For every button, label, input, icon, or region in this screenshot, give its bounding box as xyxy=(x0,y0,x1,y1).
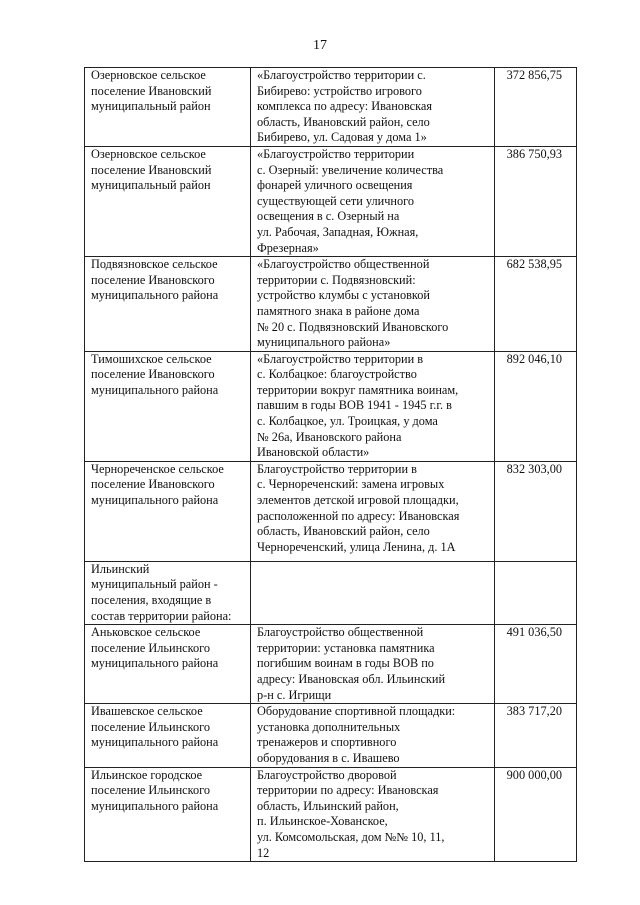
table-row xyxy=(85,767,577,862)
amount-cell xyxy=(495,561,577,624)
table-row xyxy=(85,351,577,461)
projects-table xyxy=(84,67,577,862)
table-row xyxy=(85,146,577,256)
org-cell: Ивашевское сельское поселение Ильинского муниципального района xyxy=(85,704,251,767)
section-heading-cell: Ильинский муниципальный район - поселения, входящие в состав территории района: xyxy=(85,561,251,624)
org-cell: Чернореченское сельское поселение Ивановского муниципального района xyxy=(85,461,251,561)
project-cell xyxy=(251,561,495,624)
amount-cell: 372 856,75 xyxy=(495,68,577,147)
project-cell: Благоустройство дворовой территории по адресу: Ивановская область, Ильинский район, п. Ильинское-Хованское, ул. Комсомольская, дом №№ 10, 11, 12 xyxy=(251,767,495,862)
page-number: 17 xyxy=(313,38,327,53)
table-row xyxy=(85,625,577,704)
project-cell: «Благоустройство территории в с. Колбацкое: благоустройство территории вокруг памятника воинам, павшим в годы ВОВ 1941 - 1945 г.г. в с. Колбацкое, ул. Троицкая, у дома № 26а, Ивановского района Ивановской области» xyxy=(251,351,495,461)
table-row xyxy=(85,561,577,624)
project-cell: «Благоустройство общественной территории с. Подвязновский: устройство клумбы с установкой памятного знака в районе дома № 20 с. Подвязновский Ивановского муниципального района» xyxy=(251,257,495,352)
table-row xyxy=(85,461,577,561)
amount-cell: 892 046,10 xyxy=(495,351,577,461)
org-cell: Озерновское сельское поселение Ивановский муниципальный район xyxy=(85,146,251,256)
org-cell: Ильинское городское поселение Ильинского муниципального района xyxy=(85,767,251,862)
project-cell: «Благоустройство территории с. Бибирево: устройство игрового комплекса по адресу: Ивановская область, Ивановский район, село Бибирево, ул. Садовая у дома 1» xyxy=(251,68,495,147)
amount-cell: 900 000,00 xyxy=(495,767,577,862)
amount-cell: 682 538,95 xyxy=(495,257,577,352)
amount-cell: 832 303,00 xyxy=(495,461,577,561)
org-cell: Озерновское сельское поселение Ивановский муниципальный район xyxy=(85,68,251,147)
amount-cell: 383 717,20 xyxy=(495,704,577,767)
table-row xyxy=(85,257,577,352)
project-cell: «Благоустройство территории с. Озерный: увеличение количества фонарей уличного освещения существующей сети уличного освещения в с. Озерный на ул. Рабочая, Западная, Южная, Фрезерная» xyxy=(251,146,495,256)
amount-cell: 491 036,50 xyxy=(495,625,577,704)
org-cell: Аньковское сельское поселение Ильинского муниципального района xyxy=(85,625,251,704)
project-cell: Благоустройство общественной территории: установка памятника погибшим воинам в годы ВОВ по адресу: Ивановская обл. Ильинский р-н с. Игрищи xyxy=(251,625,495,704)
amount-cell: 386 750,93 xyxy=(495,146,577,256)
project-cell: Оборудование спортивной площадки: установка дополнительных тренажеров и спортивного оборудования в с. Ивашево xyxy=(251,704,495,767)
table-row xyxy=(85,704,577,767)
org-cell: Подвязновское сельское поселение Ивановского муниципального района xyxy=(85,257,251,352)
project-cell: Благоустройство территории в с. Чернореченский: замена игровых элементов детской игровой площадки, расположенной по адресу: Ивановская область, Ивановский район, село Чернореченский, улица Ленина, д. 1А xyxy=(251,461,495,561)
org-cell: Тимошихское сельское поселение Ивановского муниципального района xyxy=(85,351,251,461)
table-row xyxy=(85,68,577,147)
